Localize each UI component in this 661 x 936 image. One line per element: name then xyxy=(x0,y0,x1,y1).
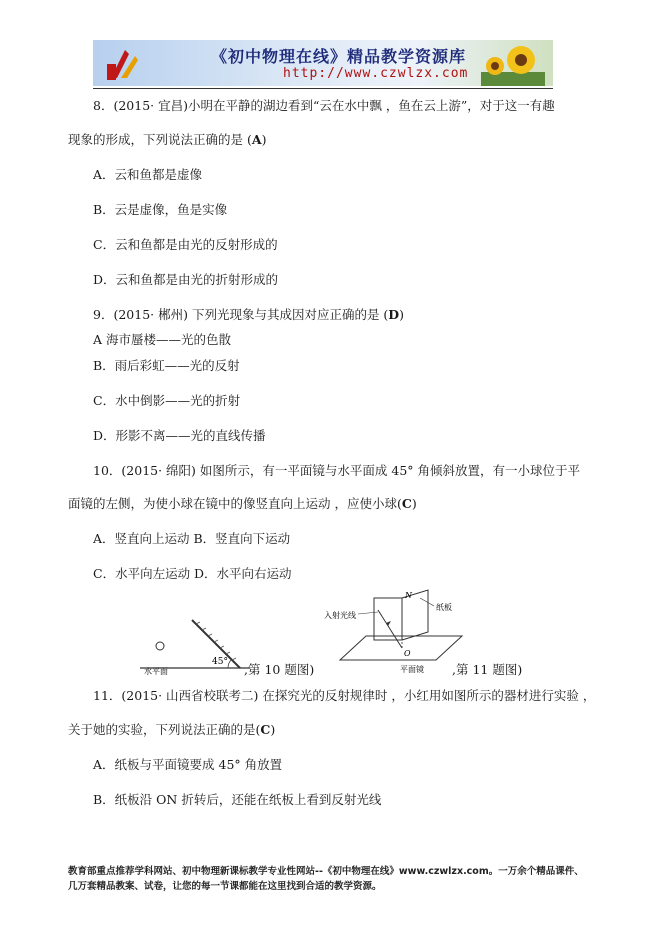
q8-stem-line2 xyxy=(68,132,266,148)
q11-option-a: A．纸板与平面镜要成 45° 角放置 xyxy=(93,757,283,772)
q10-stem-text: 面镜的左侧，为使小球在镜中的像竖直向上运动 ，应使小球( xyxy=(68,496,402,511)
q8-option-b: B．云是虚像，鱼是实像 xyxy=(93,202,228,217)
page-footer xyxy=(68,864,608,894)
q9-stem xyxy=(93,307,404,323)
q11-option-b: B．纸板沿 ON 折转后，还能在纸板上看到反射光线 xyxy=(93,792,382,807)
header-banner xyxy=(93,40,553,86)
sunflower-icon xyxy=(481,42,545,86)
q11-stem-line2 xyxy=(68,722,275,738)
q9-option-a: A 海市蜃楼——光的色散 xyxy=(93,332,232,347)
mirror-hatching xyxy=(196,622,236,660)
q11-stem-line1: 11．(2015· 山西省校联考二) 在探究光的反射规律时 ，小红用如图所示的器材进行实验 ， xyxy=(93,688,596,703)
footer-line2: 几万套精品教案、试卷，让您的每一节课都能在这里找到合适的教学资源。 xyxy=(68,881,382,892)
site-logo-icon xyxy=(103,44,141,82)
surface-label: 水平面 xyxy=(144,667,168,676)
q9-option-b: B．雨后彩虹——光的反射 xyxy=(93,358,240,373)
q8-stem-text: 现象的形成，下列说法正确的是 ( xyxy=(68,132,252,147)
q8-option-d: D．云和鱼都是由光的折射形成的 xyxy=(93,272,279,287)
paper-board-left xyxy=(374,598,402,640)
ray-leader-line xyxy=(358,612,378,614)
figure-10-caption: ,第 10 题图) xyxy=(244,662,315,677)
board-label: 纸板 xyxy=(436,603,452,612)
q10-options-cd: C．水平向左运动 D．水平向右运动 xyxy=(93,566,292,581)
q11-stem-text: 关于她的实验，下列说法正确的是( xyxy=(68,722,261,737)
q9-stem-text: 9．(2015· 郴州) 下列光现象与其成因对应正确的是 ( xyxy=(93,307,389,322)
q10-answer: C xyxy=(401,496,412,511)
q8-stem-line1: 8．(2015· 宜昌)小明在平静的湖边看到“云在水中飘 ，鱼在云上游”，对于这一有趣 xyxy=(93,98,555,113)
incident-ray-label: 入射光线 xyxy=(324,611,356,620)
angle-arc xyxy=(228,660,231,668)
angle-label: 45° xyxy=(212,657,228,667)
q10-stem-close: ) xyxy=(411,496,417,511)
q8-option-c: C．云和鱼都是由光的反射形成的 xyxy=(93,237,278,252)
q11-stem-close: ) xyxy=(270,722,276,737)
header-rule xyxy=(93,88,553,89)
site-url[interactable]: http://www.czwlzx.com xyxy=(283,66,469,81)
board-leader-line xyxy=(420,598,434,606)
q9-answer: D xyxy=(388,307,400,322)
q8-stem-close: ) xyxy=(261,132,267,147)
q11-answer: C xyxy=(260,722,271,737)
q10-stem-line2 xyxy=(68,496,417,512)
ball xyxy=(156,642,164,650)
ray-arrow-icon xyxy=(386,621,391,626)
q10-stem-line1: 10．(2015· 绵阳) 如图所示，有一平面镜与水平面成 45° 角倾斜放置，有一小球位于平 xyxy=(93,463,580,478)
normal-label: N xyxy=(405,591,412,600)
q8-answer: A xyxy=(251,132,262,147)
q8-option-a: A．云和鱼都是虚像 xyxy=(93,167,203,182)
figure-11-reflection-apparatus xyxy=(322,588,472,678)
q9-stem-close: ) xyxy=(399,307,405,322)
q9-option-d: D．形影不离——光的直线传播 xyxy=(93,428,266,443)
footer-line1: 教育部重点推荐学科网站、初中物理新课标教学专业性网站--《初中物理在线》www.czwlzx.com。一万余个精品课件、 xyxy=(68,866,584,877)
q9-option-c: C．水中倒影——光的折射 xyxy=(93,393,241,408)
mirror-label: 平面镜 xyxy=(400,665,424,674)
figure-11-caption: ,第 11 题图) xyxy=(452,662,523,677)
q10-options-ab: A．竖直向上运动 B．竖直向下运动 xyxy=(93,531,291,546)
incident-ray xyxy=(378,610,402,648)
site-title: 《初中物理在线》精品教学资源库 xyxy=(211,47,467,66)
point-o-label: O xyxy=(404,649,411,658)
